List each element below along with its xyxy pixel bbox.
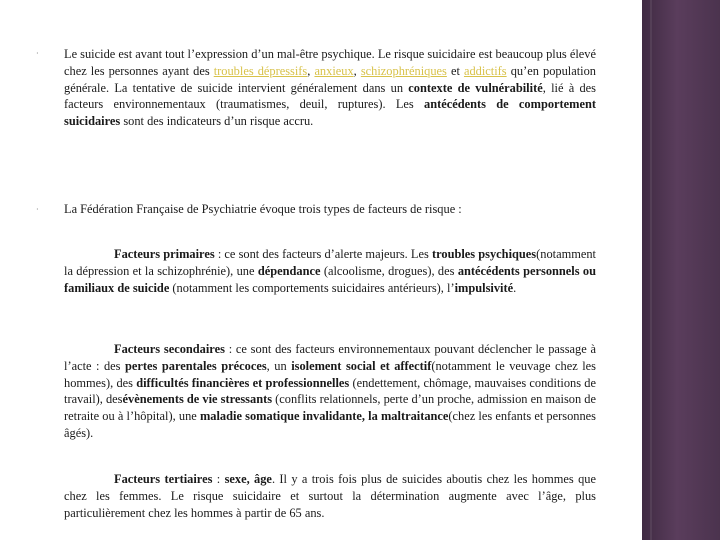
bold-text: contexte de vulnérabilité <box>408 80 543 95</box>
text: (alcoolisme, drogues), des <box>320 263 458 278</box>
paragraph-facteurs-primaires <box>64 246 596 296</box>
paragraph-risk-types: La Fédération Française de Psychiatrie évoque trois types de facteurs de risque : <box>64 202 462 216</box>
bold-text: antécédents de comportement suicidaires <box>64 97 597 129</box>
bold-text: pertes parentales précoces <box>125 358 267 373</box>
link-addictifs[interactable]: addictifs <box>463 63 507 78</box>
bold-text: difficultés financières et professionnelles <box>136 375 350 390</box>
bullet-marker-2: · <box>36 205 39 214</box>
text: (conflits relationnels, perte d’un proche, admission en maison de retraite ou à l’hôpital), une <box>64 392 596 424</box>
bold-text: troubles psychiques <box>431 247 537 261</box>
text: qu’en population générale. La tentative de suicide intervient généralement dans un <box>64 63 596 95</box>
text: , un <box>266 358 292 373</box>
bullet-marker-1: · <box>36 49 39 58</box>
heading-facteurs-primaires: Facteurs primaires <box>114 247 215 261</box>
bold-text: antécédents personnels ou familiaux de suicide <box>64 263 596 295</box>
bold-text: dépendance <box>257 263 321 278</box>
link-troubles-depressifs[interactable]: troubles dépressifs <box>213 63 308 78</box>
bold-text: maladie somatique invalidante, la maltraitance <box>199 409 449 424</box>
text: . Il y a trois fois plus de suicides aboutis chez les hommes que chez les femmes. Le risque suicidaire et surtout la détermination augmente avec l’âge, plus particulièrement chez les hommes à partir de 65 ans. <box>64 472 596 520</box>
text: (notamment le veuvage chez les hommes), des <box>64 358 596 390</box>
text: , <box>353 63 361 78</box>
link-schizophreniques[interactable]: schizophréniques <box>360 63 447 78</box>
link-anxieux[interactable]: anxieux <box>314 63 354 78</box>
text: : ce sont des facteurs environnementaux pouvant déclencher le passage à l’acte : des <box>64 342 597 373</box>
paragraph-risk-overview <box>64 46 596 130</box>
text: (notamment les comportements suicidaires antérieurs), l’ <box>169 280 455 295</box>
text: et <box>446 63 464 78</box>
text: sont des indicateurs d’un risque accru. <box>120 114 314 129</box>
text: : ce sont des facteurs d’alerte majeurs. Les <box>214 247 432 261</box>
bold-text: impulsivité <box>454 280 514 295</box>
text: : <box>212 472 225 486</box>
text: (chez les enfants et personnes âgés). <box>64 409 596 440</box>
text: Le suicide est avant tout l’expression d’un mal-être psychique. Le risque suicidaire est beaucoup plus élevé chez les personnes ayant des <box>64 47 596 78</box>
bold-text: sexe, âge <box>224 472 272 486</box>
heading-facteurs-secondaires: Facteurs secondaires <box>114 342 225 356</box>
paragraph-facteurs-secondaires <box>64 341 596 442</box>
text: . <box>513 280 517 295</box>
paragraph-facteurs-tertiaires <box>64 471 596 521</box>
bold-text: isolement social et affectif <box>291 358 432 373</box>
text: , lié à des facteurs environnementaux (traumatismes, deuil, ruptures). Les <box>64 80 596 112</box>
bold-text: évènements de vie stressants <box>122 392 273 407</box>
heading-facteurs-tertiaires: Facteurs tertiaires <box>114 472 213 486</box>
text: (notamment la dépression et la schizophrénie), une <box>64 247 596 278</box>
text: (endettement, chômage, mauvaises conditions de travail), des <box>64 375 596 407</box>
decorative-sidebar <box>642 0 720 540</box>
text: , <box>307 63 315 78</box>
